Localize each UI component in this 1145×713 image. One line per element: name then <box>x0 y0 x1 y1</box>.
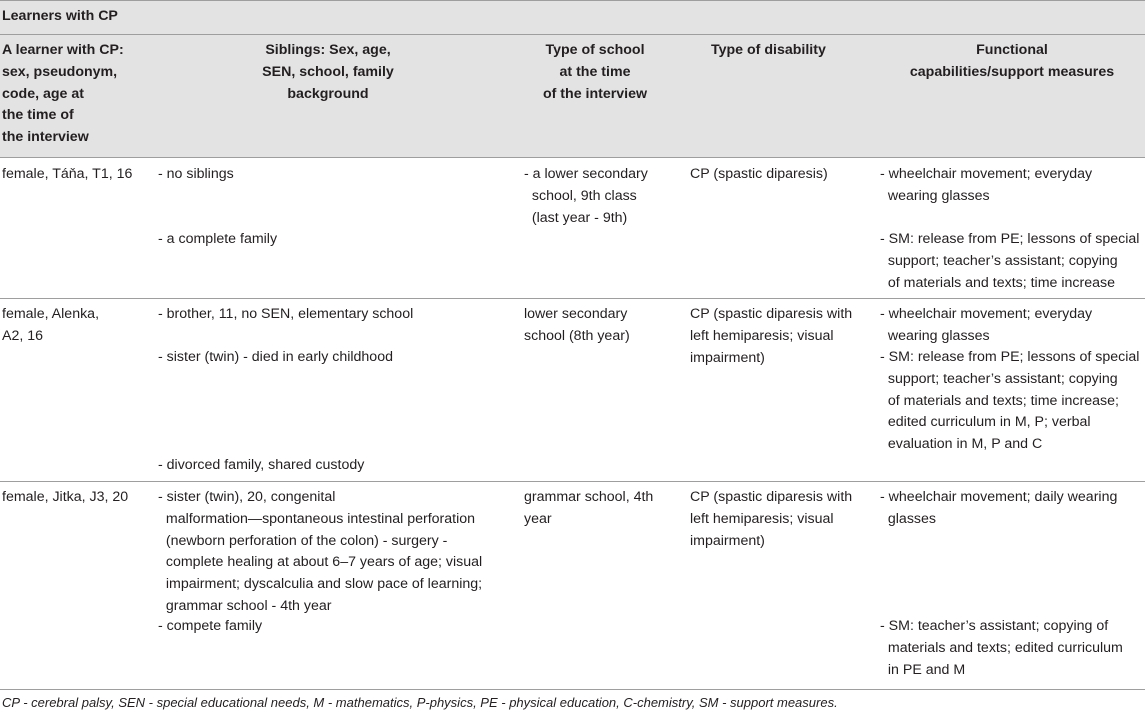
row3-functional-1: - wheelchair movement; daily wearing glasses <box>880 489 1118 527</box>
row2-school: lower secondary school (8th year) <box>524 306 630 344</box>
row2-siblings-1: - brother, 11, no SEN, elementary school <box>158 306 414 322</box>
rule-row-1 <box>0 298 1145 299</box>
row2-siblings-3: - divorced family, shared custody <box>158 457 365 473</box>
row2-disability: CP (spastic diparesis with left hemiparesis; visual impairment) <box>690 306 853 366</box>
header-learner: A learner with CP: sex, pseudonym, code, age at the time of the interview <box>2 42 124 146</box>
row3-siblings-1: - sister (twin), 20, congenital malformation—spontaneous intestinal perforation (newborn perforation of the colon) - surgery - complete healing at about 6–7 years of age; visual impairment; dyscalculia and slow pace of learning; grammar school - 4th year <box>158 489 483 614</box>
rule-top <box>0 0 1145 1</box>
rule-bottom <box>0 689 1145 690</box>
rule-caption <box>0 34 1145 35</box>
row3-siblings-2: - compete family <box>158 618 263 634</box>
row1-functional-1: - wheelchair movement; everyday wearing glasses <box>880 166 1093 204</box>
row1-functional-2: - SM: release from PE; lessons of special support; teacher’s assistant; copying of materials and texts; time increase <box>880 231 1140 291</box>
row3-learner: female, Jitka, J3, 20 <box>2 489 129 505</box>
row1-siblings-2: - a complete family <box>158 231 278 247</box>
header-school: Type of school at the time of the interview <box>542 42 648 102</box>
row2-siblings-2: - sister (twin) - died in early childhood <box>158 349 393 365</box>
row2-functional-1: - wheelchair movement; everyday wearing glasses <box>880 306 1093 344</box>
rule-row-2 <box>0 481 1145 482</box>
header-siblings: Siblings: Sex, age, SEN, school, family background <box>262 42 394 102</box>
row3-functional-2: - SM: teacher’s assistant; copying of materials and texts; edited curriculum in PE and M <box>880 618 1123 678</box>
row1-siblings-1: - no siblings <box>158 166 234 182</box>
row3-disability: CP (spastic diparesis with left hemiparesis; visual impairment) <box>690 489 853 549</box>
table-caption: Learners with CP <box>2 8 118 24</box>
row1-disability: CP (spastic diparesis) <box>690 166 828 182</box>
row3-school: grammar school, 4th year <box>524 489 654 527</box>
header-disability: Type of disability <box>711 42 826 58</box>
row1-school: - a lower secondary school, 9th class (last year - 9th) <box>524 166 648 226</box>
rule-header <box>0 157 1145 158</box>
header-functional: Functional capabilities/support measures <box>909 42 1115 80</box>
row2-functional-2: - SM: release from PE; lessons of special support; teacher’s assistant; copying of materials and texts; time increase; edited curriculum in M, P; verbal evaluation in M, P and C <box>880 349 1140 453</box>
row1-learner: female, Táňa, T1, 16 <box>2 166 133 182</box>
row2-learner: female, Alenka, A2, 16 <box>2 306 100 344</box>
table-footnote: CP - cerebral palsy, SEN - special educational needs, M - mathematics, P-physics, PE - physical education, C-chemistry, SM - support measures. <box>2 695 838 710</box>
